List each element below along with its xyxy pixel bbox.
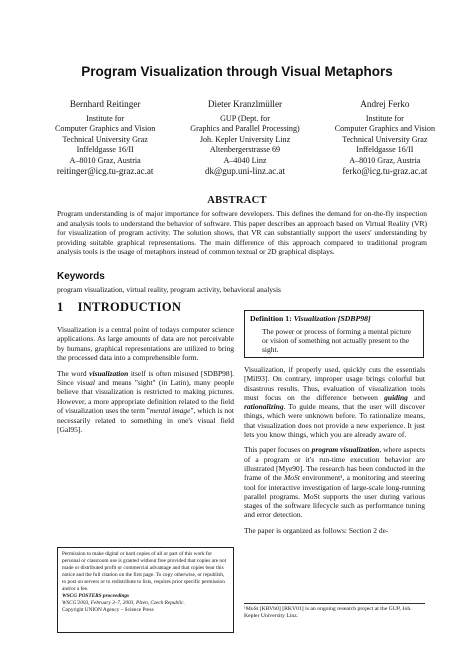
abstract-text: Program understanding is of major importance for software developers. This defines the demand for on-the-fly inspection and analysis tools to understand the behavior of software. This paper describes an approach based on Virtual Reality (VR) for visualization of program activity. The solution shows, that VR can substantially support the users' understanding by providing suitable graphical representations. The main difference of this approach compared to traditional program analysis tools is the usage of metaphors instead of common textual or 2D graphical displays. — [57, 209, 427, 257]
text-run: The word — [57, 368, 90, 378]
text-run: and — [407, 392, 425, 402]
proceedings-label: WSCG POSTERS proceedings — [62, 593, 130, 599]
text-run: Visualization, if properly used, quickly cuts the essentials [Mil93]. On contrary, improper usage brings colorful but disastrous results. Thus, evaluation of visualization tools must focus on the difference between — [244, 365, 425, 402]
author-affiliation-line: Technical University Graz — [342, 134, 428, 144]
author-affiliation-line: Graphics and Parallel Processing) — [190, 124, 300, 133]
author-name: Bernhard Reitinger — [69, 99, 141, 109]
author-affiliation-line: Institute for — [365, 113, 404, 123]
text-run: and means "sight" (in Latin), many people believe that visualization is restricted to making pictures. However, a more appropriate definition related to the field of visualization uses the term " — [57, 378, 234, 416]
emphasis-term: guiding — [384, 392, 408, 402]
text-run: itself is often misused [SDBP98]. Since — [57, 368, 234, 388]
paragraph: Visualization is a central point of todays computer science applications. As large amounts of data are not perceivable by humans, graphical representations are utilized to bring the processed data into a comprehensible form. — [57, 325, 234, 363]
author-affiliation-line: Inffeldgasse 16/II — [356, 145, 414, 154]
definition-text: The power or process of forming a mental picture or vision of something not actually present to the sight. — [262, 327, 412, 355]
left-column — [57, 325, 234, 440]
emphasis-term: MoSt — [284, 473, 300, 483]
text-run: , where aspects of a program or it's run-time execution behavior are illustrated [Mye90]. The research has been conducted in the frame of the — [244, 445, 425, 483]
text-run: This paper focuses on — [244, 445, 312, 455]
emphasis-term: visualization — [89, 368, 129, 378]
paragraph — [244, 365, 425, 439]
author-email: ferko@icg.tu-graz.ac.at — [342, 166, 428, 176]
author-affiliation-line: Institute for — [86, 113, 125, 123]
author-affiliation-line: Computer Graphics and Vision — [55, 124, 156, 133]
author-email: dk@gup.uni-linz.ac.at — [204, 166, 285, 176]
text-run: environment¹, a monitoring and steering tool for interactive investigation of large-scale long-running parallel programs. MoSt supports the user during various stages of the software lifecycle such as performance tuning and error detection. — [244, 473, 426, 520]
author-affiliation-line: GUP (Dept. for — [220, 113, 270, 123]
definition-title — [250, 314, 418, 323]
author-2 — [190, 99, 299, 177]
text-run: ", which is not necessarily related to something in one's visual field [Gal95]. — [57, 406, 234, 435]
footnote: ¹MoSt [KRVb0] [RKV01] is an ongoing research project at the GUP, Joh. Kepler University Linz. — [244, 603, 425, 620]
paragraph — [57, 369, 234, 435]
emphasis-term: mental image — [149, 406, 191, 416]
definition-label: Definition 1: — [250, 314, 294, 323]
emphasis-term: visual — [76, 378, 95, 388]
author-email: reitinger@icg.tu-graz.ac.at — [56, 166, 154, 176]
author-affiliation-line: Computer Graphics and Vision — [334, 124, 435, 133]
paragraph — [244, 445, 425, 519]
author-block — [55, 99, 435, 177]
conference-info: WSCG'2003, February 3–7, 2003, Plzen, Czech Republic. — [62, 600, 185, 606]
author-affiliation-line: Joh. Kepler University Linz — [199, 134, 291, 144]
keywords-text: program visualization, virtual reality, program activity, behavioral analysis — [57, 285, 281, 294]
copyright-line: Copyright UNION Agency – Science Press — [62, 607, 154, 613]
author-affiliation-line: Technical University Graz — [62, 134, 148, 144]
text-run: . To guide means, that the user will discover things, which were unknown before. To rationalize means, that visualization does not provide a new experience. It just lets you know things, which you are already aware of. — [244, 402, 425, 440]
author-affiliation-line: A–4040 Linz — [223, 155, 267, 165]
section-heading — [57, 300, 181, 315]
section-number: 1 — [57, 300, 64, 314]
author-name: Andrej Ferko — [360, 99, 410, 109]
paragraph: The paper is organized as follows: Section 2 de- — [244, 525, 389, 535]
permission-notice-box — [57, 547, 234, 633]
definition-term: Visualization [SDBP98] — [293, 314, 371, 323]
section-title: INTRODUCTION — [77, 300, 182, 314]
abstract-heading: ABSTRACT — [207, 195, 267, 206]
author-1 — [55, 99, 155, 177]
author-name: Dieter Kranzlmüller — [207, 99, 283, 109]
definition-box — [244, 310, 424, 358]
paper-title: Program Visualization through Visual Metaphors — [81, 64, 393, 79]
author-3 — [335, 99, 435, 177]
emphasis-term: program visualization — [311, 445, 380, 455]
permission-text: Permission to make digital or hard copies of all or part of this work for personal or classroom use is granted without free provided that copies are not made or distributed profit or commercial advantage and that copies bear this notice and the full citation on the first page. To copy otherwise, or republish, to post on servers or to redistribute to lists, requires prior specific permission and/or a fee. — [62, 551, 227, 592]
author-affiliation-line: Inffeldgasse 16/II — [76, 145, 134, 154]
emphasis-term: rationalizing — [244, 402, 284, 412]
right-column — [244, 365, 425, 541]
author-affiliation-line: A–8010 Graz, Austria — [349, 155, 421, 165]
author-affiliation-line: A–8010 Graz, Austria — [69, 155, 141, 165]
keywords-heading: Keywords — [57, 271, 105, 282]
author-affiliation-line: Altenbergerstrasse 69 — [209, 145, 281, 154]
